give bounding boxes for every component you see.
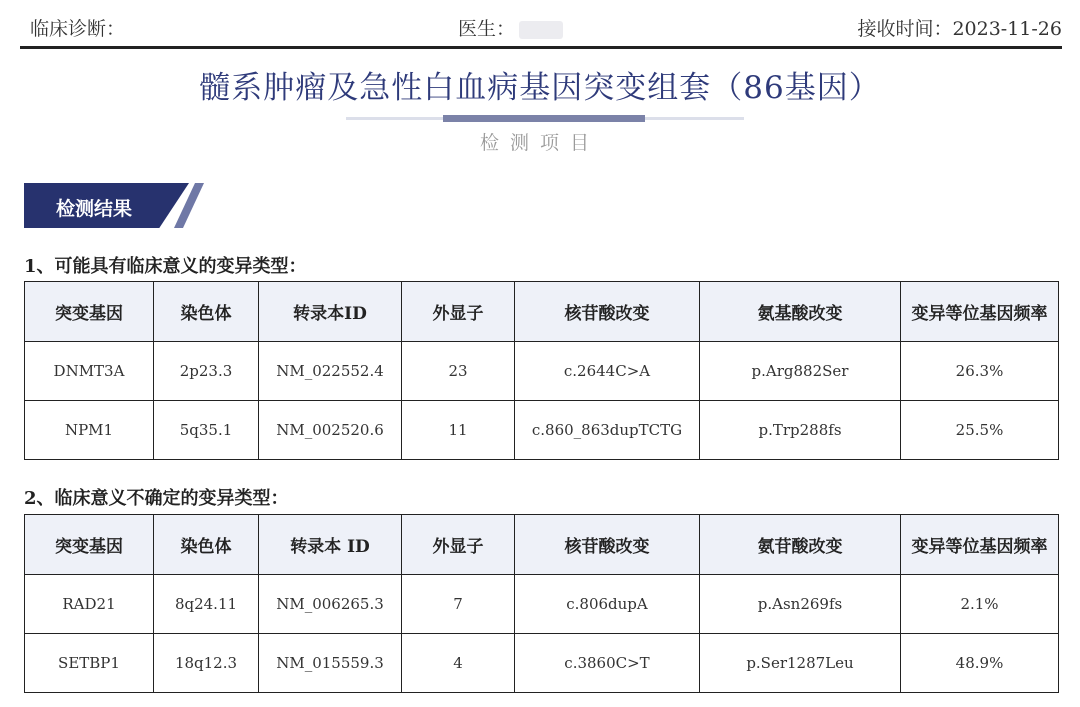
cell-vaf: 25.5% — [901, 401, 1059, 460]
col-chromosome: 染色体 — [154, 515, 259, 575]
table-row — [25, 342, 1059, 401]
cell-transcript: NM_015559.3 — [259, 634, 402, 693]
redacted-doctor-name — [519, 21, 563, 39]
cell-amino-acid: p.Trp288fs — [700, 401, 901, 460]
cell-transcript: NM_006265.3 — [259, 575, 402, 634]
cell-gene: DNMT3A — [25, 342, 154, 401]
doctor-field — [458, 14, 563, 41]
report-subtitle: 检测项目 — [479, 132, 600, 154]
col-transcript: 转录本ID — [259, 282, 402, 342]
col-exon: 外显子 — [402, 282, 515, 342]
cell-gene: NPM1 — [25, 401, 154, 460]
results-banner — [24, 183, 204, 228]
cell-nucleotide: c.806dupA — [515, 575, 700, 634]
cell-exon: 11 — [402, 401, 515, 460]
col-exon: 外显子 — [402, 515, 515, 575]
col-gene: 突变基因 — [25, 282, 154, 342]
cell-chromosome: 8q24.11 — [154, 575, 259, 634]
receive-time: 接收时间：2023-11-26 — [857, 18, 1062, 40]
table-row — [25, 634, 1059, 693]
clinical-significance-table — [24, 281, 1059, 460]
col-transcript: 转录本 ID — [259, 515, 402, 575]
cell-vaf: 26.3% — [901, 342, 1059, 401]
banner-label: 检测结果 — [56, 198, 133, 220]
cell-chromosome: 5q35.1 — [154, 401, 259, 460]
cell-chromosome: 18q12.3 — [154, 634, 259, 693]
cell-gene: SETBP1 — [25, 634, 154, 693]
doctor-label: 医生： — [458, 18, 516, 40]
cell-amino-acid: p.Ser1287Leu — [700, 634, 901, 693]
uncertain-significance-table — [24, 514, 1059, 693]
cell-exon: 7 — [402, 575, 515, 634]
table-header-row — [25, 515, 1059, 575]
cell-vaf: 48.9% — [901, 634, 1059, 693]
cell-exon: 4 — [402, 634, 515, 693]
cell-exon: 23 — [402, 342, 515, 401]
cell-transcript: NM_002520.6 — [259, 401, 402, 460]
header-divider — [20, 46, 1062, 49]
table-row — [25, 401, 1059, 460]
table-header-row — [25, 282, 1059, 342]
col-vaf: 变异等位基因频率 — [901, 282, 1059, 342]
cell-nucleotide: c.860_863dupTCTG — [515, 401, 700, 460]
cell-gene: RAD21 — [25, 575, 154, 634]
report-title: 髓系肿瘤及急性白血病基因突变组套（86基因） — [199, 70, 881, 106]
section1-heading: 1、可能具有临床意义的变异类型： — [24, 256, 307, 277]
col-nucleotide: 核苷酸改变 — [515, 515, 700, 575]
cell-amino-acid: p.Asn269fs — [700, 575, 901, 634]
col-amino-acid: 氨苷酸改变 — [700, 515, 901, 575]
report-header — [0, 0, 1080, 48]
table-row — [25, 575, 1059, 634]
cell-transcript: NM_022552.4 — [259, 342, 402, 401]
col-nucleotide: 核苷酸改变 — [515, 282, 700, 342]
section2-heading: 2、临床意义不确定的变异类型： — [24, 488, 289, 509]
col-vaf: 变异等位基因频率 — [901, 515, 1059, 575]
col-chromosome: 染色体 — [154, 282, 259, 342]
col-gene: 突变基因 — [25, 515, 154, 575]
clinical-diagnosis-label: 临床诊断： — [30, 18, 126, 40]
title-underline-dark — [443, 115, 645, 122]
cell-vaf: 2.1% — [901, 575, 1059, 634]
cell-chromosome: 2p23.3 — [154, 342, 259, 401]
cell-nucleotide: c.2644C>A — [515, 342, 700, 401]
cell-nucleotide: c.3860C>T — [515, 634, 700, 693]
col-amino-acid: 氨基酸改变 — [700, 282, 901, 342]
cell-amino-acid: p.Arg882Ser — [700, 342, 901, 401]
